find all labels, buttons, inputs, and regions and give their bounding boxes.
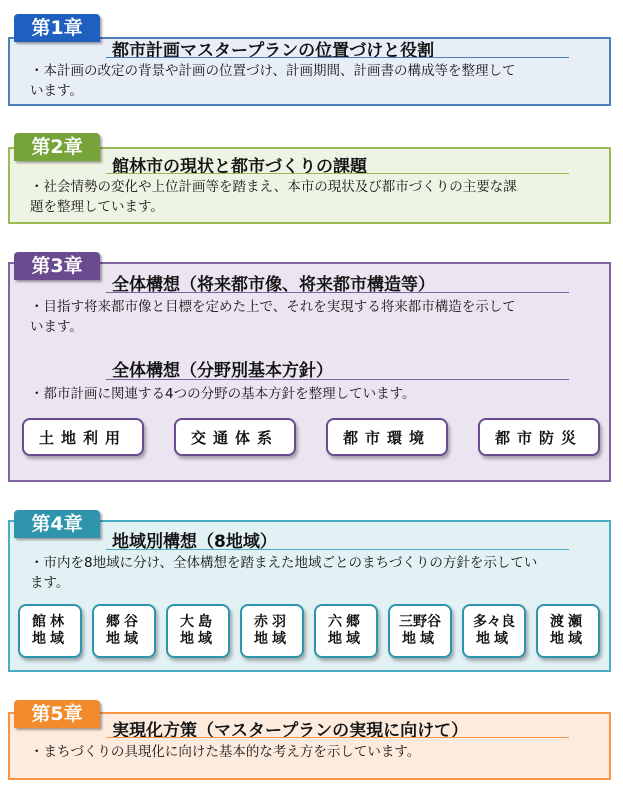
district-watarase-name: 渡瀬 [550,614,586,630]
district-minoya-name: 三野谷 [399,614,441,630]
district-tatara-name: 多々良 [473,614,515,630]
field-disaster-prevention: 都市防災 [478,418,600,456]
chapter-3-subdesc: ・都市計画に関連する4つの分野の基本方針を整理しています。 [30,386,416,402]
chapter-3-desc [30,297,589,337]
chapter-5-title: 実現化方策（マスタープランの実現に向けて） [112,721,469,741]
chapter-4-title: 地域別構想（8地域） [112,532,277,552]
chapter-2-tab: 第2章 [14,133,100,161]
chapter-3-panel [8,262,611,482]
district-akaba-suffix: 地域 [254,631,290,647]
chapter-4-desc-line-2: ます。 [30,575,70,591]
chapter-2-desc-line-2: 題を整理しています。 [30,199,164,215]
chapter-4-desc-line-1: ・市内を8地域に分け、全体構想を踏まえた地域ごとのまちづくりの方針を示してい [30,555,538,571]
chapter-2-rule [106,173,569,174]
chapter-1-panel [8,37,611,106]
district-minoya [388,604,452,658]
chapter-3-desc-line-2: います。 [30,319,83,335]
district-rokugou-suffix: 地域 [328,631,364,647]
chapter-3-desc-line-1: ・目指す将来都市像と目標を定めた上で、それを実現する将来都市構造を示して [30,299,516,315]
district-ooshima [166,604,230,658]
chapter-4-rule [106,549,569,550]
chapter-3-subtitle: 全体構想（分野別基本方針） [112,361,333,381]
chapter-2-desc-line-1: ・社会情勢の変化や上位計画等を踏まえ、本市の現状及び都市づくりの主要な課 [30,179,517,195]
chapter-4-panel [8,520,611,672]
district-rokugou [314,604,378,658]
chapter-3-subrule [106,379,569,380]
district-watarase [536,604,600,658]
field-policy-row [10,418,609,460]
chapter-3-title: 全体構想（将来都市像、将来都市構造等） [112,275,435,295]
district-ooshima-name: 大島 [180,614,216,630]
chapter-1-tab: 第1章 [14,14,100,42]
district-tatebayashi-suffix: 地域 [32,631,68,647]
field-transport: 交通体系 [174,418,296,456]
chapter-2-desc [30,177,589,217]
chapter-2-title: 館林市の現状と都市づくりの課題 [112,157,367,177]
district-gouya-suffix: 地域 [106,631,142,647]
chapter-5-desc [30,742,589,762]
chapter-3-rule [106,292,569,293]
district-gouya [92,604,156,658]
district-watarase-suffix: 地域 [550,631,586,647]
chapter-1-title: 都市計画マスタープランの位置づけと役割 [112,41,435,61]
district-tatebayashi-name: 館林 [32,614,68,630]
chapter-5-tab: 第5章 [14,700,100,728]
district-rokugou-name: 六郷 [328,614,364,630]
district-akaba [240,604,304,658]
chapter-4-tab: 第4章 [14,510,100,538]
chapter-5-rule [106,737,569,738]
chapter-4-desc [30,553,589,593]
chapter-1-desc-line-1: ・本計画の改定の背景や計画の位置づけ、計画期間、計画書の構成等を整理して [30,63,516,79]
district-ooshima-suffix: 地域 [180,631,216,647]
district-tatebayashi [18,604,82,658]
chapter-1-desc [30,61,589,101]
district-akaba-name: 赤羽 [254,614,290,630]
chapter-5-desc-line-1: ・まちづくりの具現化に向けた基本的な考え方を示しています。 [30,744,421,760]
district-tatara [462,604,526,658]
field-environment: 都市環境 [326,418,448,456]
district-row [10,604,609,662]
district-tatara-suffix: 地域 [476,631,512,647]
district-minoya-suffix: 地域 [402,631,438,647]
district-gouya-name: 郷谷 [106,614,142,630]
field-land-use: 土地利用 [22,418,144,456]
chapter-1-rule [106,57,569,58]
chapter-1-desc-line-2: います。 [30,83,83,99]
chapter-3-tab: 第3章 [14,252,100,280]
